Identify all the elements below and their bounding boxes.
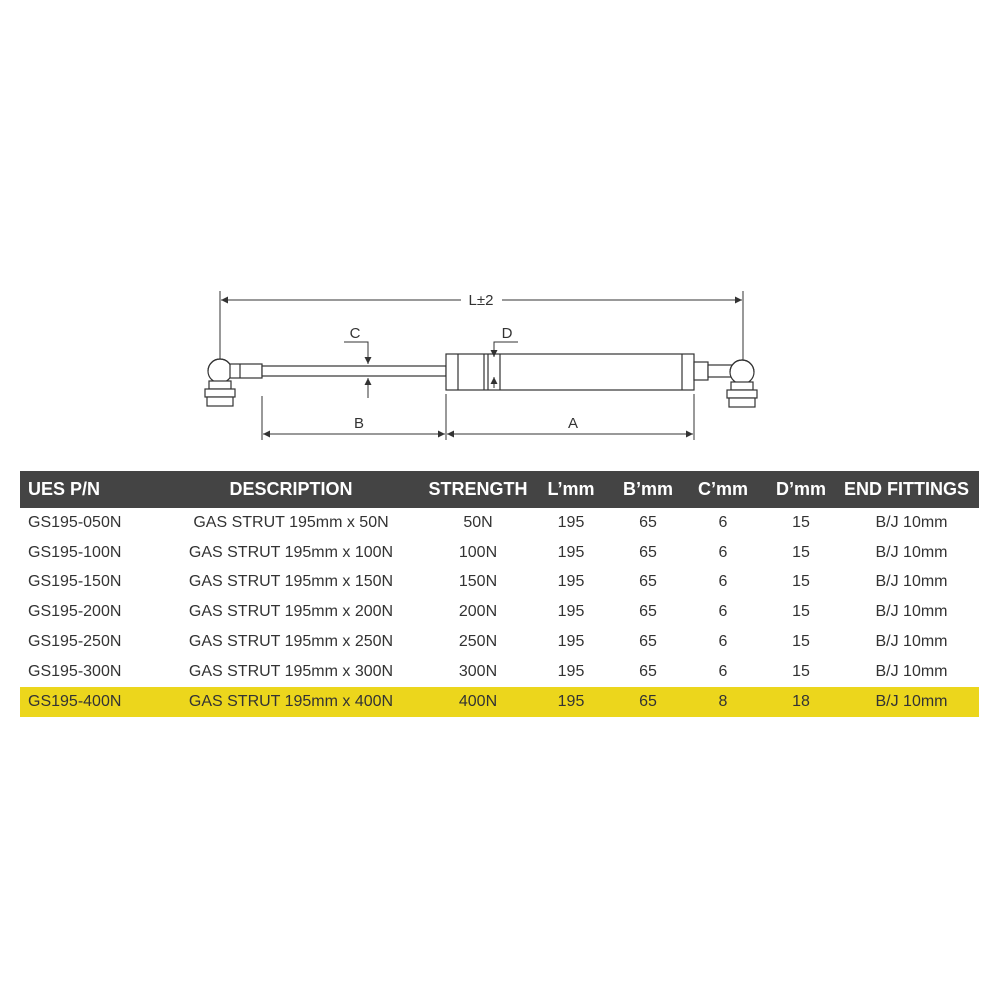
table-row	[20, 538, 979, 568]
cell-part-number: GS195-300N	[28, 662, 122, 680]
cell-d: 15	[792, 513, 810, 531]
header-d: D’mm	[775, 479, 826, 499]
header-c: C’mm	[697, 479, 748, 499]
cell-part-number: GS195-250N	[28, 633, 122, 651]
cell-length: 195	[557, 543, 585, 561]
cell-length: 195	[557, 513, 585, 531]
cell-description: GAS STRUT 195mm x 250N	[188, 633, 394, 651]
cell-end-fittings: B/J 10mm	[875, 513, 948, 531]
cell-d: 15	[792, 573, 810, 591]
cell-c: 6	[718, 573, 728, 591]
cell-b: 65	[639, 633, 657, 651]
header-length: L’mm	[547, 479, 595, 499]
gas-strut-drawing	[0, 0, 1000, 470]
cell-c: 6	[718, 513, 728, 531]
table-row	[20, 568, 979, 598]
cell-part-number: GS195-400N	[20, 687, 160, 717]
header-description: DESCRIPTION	[229, 479, 353, 499]
left-ball-joint	[205, 359, 262, 406]
header-strength: STRENGTH	[428, 479, 528, 499]
table-row	[20, 687, 979, 717]
cell-c: 8	[688, 687, 758, 717]
cell-strength: 150N	[458, 573, 498, 591]
cell-end-fittings: B/J 10mm	[875, 662, 948, 680]
cell-description: GAS STRUT 195mm x 50N	[193, 513, 389, 531]
cell-b: 65	[639, 513, 657, 531]
cell-length: 195	[557, 603, 585, 621]
cell-end-fittings: B/J 10mm	[875, 573, 948, 591]
c-label: C	[349, 325, 361, 342]
cell-b: 65	[639, 543, 657, 561]
cell-b: 65	[639, 573, 657, 591]
cell-d: 18	[758, 687, 844, 717]
table-row	[20, 627, 979, 657]
cell-strength: 250N	[458, 633, 498, 651]
cell-end-fittings: B/J 10mm	[875, 543, 948, 561]
cell-end-fittings: B/J 10mm	[844, 687, 979, 717]
cell-length: 195	[534, 687, 608, 717]
right-ball-joint	[694, 360, 757, 407]
cell-length: 195	[557, 633, 585, 651]
table-row	[20, 597, 979, 627]
a-label: A	[567, 415, 579, 432]
cell-description: GAS STRUT 195mm x 100N	[188, 543, 394, 561]
b-label: B	[353, 415, 365, 432]
header-part-number: UES P/N	[28, 479, 101, 499]
spec-table	[20, 471, 979, 717]
cell-end-fittings: B/J 10mm	[875, 633, 948, 651]
header-end-fittings: END FITTINGS	[844, 479, 969, 499]
cell-part-number: GS195-150N	[28, 573, 122, 591]
header-b: B’mm	[622, 479, 673, 499]
cell-strength: 200N	[458, 603, 498, 621]
cell-length: 195	[557, 662, 585, 680]
cylinder-body	[446, 354, 694, 390]
cell-description: GAS STRUT 195mm x 300N	[188, 662, 394, 680]
table-row	[20, 508, 979, 538]
cell-strength: 50N	[463, 513, 493, 531]
cell-c: 6	[718, 662, 728, 680]
cell-description: GAS STRUT 195mm x 200N	[188, 603, 394, 621]
cell-b: 65	[639, 662, 657, 680]
cell-part-number: GS195-200N	[28, 603, 122, 621]
cell-d: 15	[792, 633, 810, 651]
piston-rod	[262, 366, 446, 376]
cell-strength: 100N	[458, 543, 498, 561]
cell-d: 15	[792, 662, 810, 680]
cell-c: 6	[718, 543, 728, 561]
cell-part-number: GS195-100N	[28, 543, 122, 561]
cell-d: 15	[792, 543, 810, 561]
table-header-row	[20, 471, 979, 508]
cell-c: 6	[718, 603, 728, 621]
cell-part-number: GS195-050N	[28, 513, 122, 531]
cell-strength: 400N	[422, 687, 534, 717]
table-row	[20, 657, 979, 687]
cell-strength: 300N	[458, 662, 498, 680]
cell-length: 195	[557, 573, 585, 591]
cell-d: 15	[792, 603, 810, 621]
cell-c: 6	[718, 633, 728, 651]
length-label: L±2	[468, 292, 494, 309]
cell-b: 65	[608, 687, 688, 717]
cell-description: GAS STRUT 195mm x 150N	[188, 573, 394, 591]
cell-description: GAS STRUT 195mm x 400N	[160, 687, 422, 717]
d-label: D	[501, 325, 513, 342]
cell-b: 65	[639, 603, 657, 621]
cell-end-fittings: B/J 10mm	[875, 603, 948, 621]
